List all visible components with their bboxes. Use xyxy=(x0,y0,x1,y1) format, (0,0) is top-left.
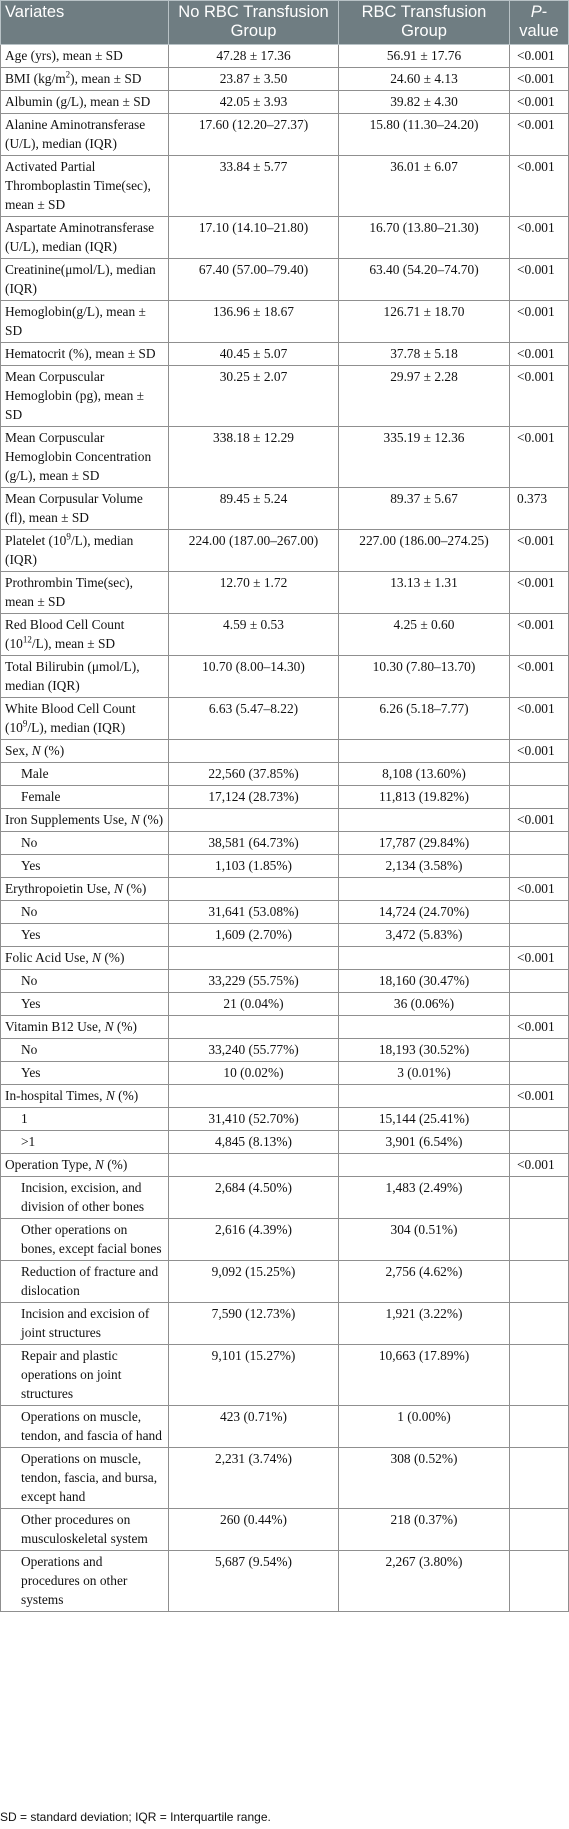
no-rbc-value-cell: 423 (0.71%) xyxy=(169,1406,339,1448)
variate-n-symbol: N xyxy=(31,743,41,758)
p-value-cell: <0.001 xyxy=(510,91,569,114)
no-rbc-value-cell: 33,229 (55.75%) xyxy=(169,970,339,993)
rbc-value-cell: 3 (0.01%) xyxy=(339,1062,510,1085)
rbc-value-cell: 16.70 (13.80–21.30) xyxy=(339,217,510,259)
variate-cell xyxy=(1,698,169,740)
p-value-cell: <0.001 xyxy=(510,809,569,832)
rbc-value-cell: 308 (0.52%) xyxy=(339,1448,510,1509)
p-value-cell: <0.001 xyxy=(510,366,569,427)
rbc-value-cell: 227.00 (186.00–274.25) xyxy=(339,530,510,572)
no-rbc-value-cell xyxy=(169,947,339,970)
rbc-value-cell: 89.37 ± 5.67 xyxy=(339,488,510,530)
rbc-value-cell: 2,267 (3.80%) xyxy=(339,1551,510,1612)
rbc-value-cell: 4.25 ± 0.60 xyxy=(339,614,510,656)
rbc-value-cell xyxy=(339,878,510,901)
rbc-value-cell: 15,144 (25.41%) xyxy=(339,1108,510,1131)
no-rbc-value-cell xyxy=(169,809,339,832)
table-row xyxy=(1,970,569,993)
p-value-cell: <0.001 xyxy=(510,878,569,901)
header-variates: Variates xyxy=(1,1,169,45)
table-row xyxy=(1,488,569,530)
variate-cell: Yes xyxy=(1,924,169,947)
table-row xyxy=(1,1085,569,1108)
variate-n-symbol: N xyxy=(104,1019,114,1034)
no-rbc-value-cell: 4,845 (8.13%) xyxy=(169,1131,339,1154)
p-value-cell xyxy=(510,1108,569,1131)
variate-unit: (%) xyxy=(139,812,164,827)
variate-cell: Activated Partial Thromboplastin Time(sec), mean ± SD xyxy=(1,156,169,217)
variate-cell: Yes xyxy=(1,993,169,1016)
rbc-value-cell: 63.40 (54.20–74.70) xyxy=(339,259,510,301)
p-value-cell xyxy=(510,832,569,855)
p-value-cell: <0.001 xyxy=(510,156,569,217)
variate-cell xyxy=(1,530,169,572)
rbc-value-cell: 56.91 ± 17.76 xyxy=(339,45,510,68)
rbc-value-cell: 15.80 (11.30–24.20) xyxy=(339,114,510,156)
p-value-cell: <0.001 xyxy=(510,572,569,614)
table-row xyxy=(1,809,569,832)
rbc-value-cell: 1 (0.00%) xyxy=(339,1406,510,1448)
no-rbc-value-cell: 12.70 ± 1.72 xyxy=(169,572,339,614)
variate-cell: Other operations on bones, except facial bones xyxy=(1,1219,169,1261)
variate-cell xyxy=(1,740,169,763)
variate-unit: (%) xyxy=(103,1157,128,1172)
no-rbc-value-cell: 338.18 ± 12.29 xyxy=(169,427,339,488)
variate-exponent: 9 xyxy=(66,531,71,542)
no-rbc-value-cell: 2,231 (3.74%) xyxy=(169,1448,339,1509)
no-rbc-value-cell: 30.25 ± 2.07 xyxy=(169,366,339,427)
p-value-cell: <0.001 xyxy=(510,614,569,656)
rbc-value-cell xyxy=(339,1016,510,1039)
variate-cell: Mean Corpuscular Hemoglobin Concentration (g/L), mean ± SD xyxy=(1,427,169,488)
no-rbc-value-cell: 10 (0.02%) xyxy=(169,1062,339,1085)
variate-n-symbol: N xyxy=(105,1088,115,1103)
p-value-cell xyxy=(510,1177,569,1219)
no-rbc-value-cell: 10.70 (8.00–14.30) xyxy=(169,656,339,698)
table-row xyxy=(1,878,569,901)
table-body xyxy=(1,45,569,1612)
rbc-value-cell xyxy=(339,947,510,970)
table-row xyxy=(1,1016,569,1039)
no-rbc-value-cell: 6.63 (5.47–8.22) xyxy=(169,698,339,740)
variate-cell xyxy=(1,1154,169,1177)
variate-n-symbol: N xyxy=(130,812,140,827)
table-row xyxy=(1,572,569,614)
variate-unit: ), mean ± SD xyxy=(70,71,142,86)
p-value-cell xyxy=(510,1345,569,1406)
p-value-cell xyxy=(510,924,569,947)
no-rbc-value-cell xyxy=(169,740,339,763)
no-rbc-value-cell: 31,410 (52.70%) xyxy=(169,1108,339,1131)
variate-cell: Alanine Aminotransferase (U/L), median (IQR) xyxy=(1,114,169,156)
rbc-value-cell: 304 (0.51%) xyxy=(339,1219,510,1261)
table-row xyxy=(1,1261,569,1303)
variate-cell: Mean Corpuscular Hemoglobin (pg), mean ± SD xyxy=(1,366,169,427)
rbc-value-cell: 11,813 (19.82%) xyxy=(339,786,510,809)
variate-cell: Incision and excision of joint structures xyxy=(1,1303,169,1345)
no-rbc-value-cell xyxy=(169,1154,339,1177)
p-value-cell: <0.001 xyxy=(510,698,569,740)
p-value-cell: <0.001 xyxy=(510,114,569,156)
p-value-cell: <0.001 xyxy=(510,1154,569,1177)
table-row xyxy=(1,114,569,156)
table-row xyxy=(1,259,569,301)
no-rbc-value-cell: 33,240 (55.77%) xyxy=(169,1039,339,1062)
table-row xyxy=(1,1219,569,1261)
rbc-value-cell: 36 (0.06%) xyxy=(339,993,510,1016)
table-row xyxy=(1,924,569,947)
table-row xyxy=(1,1062,569,1085)
variate-label: BMI (kg/m xyxy=(5,71,66,86)
p-value-cell xyxy=(510,1039,569,1062)
variate-cell: Female xyxy=(1,786,169,809)
p-value-cell xyxy=(510,786,569,809)
no-rbc-value-cell: 17.60 (12.20–27.37) xyxy=(169,114,339,156)
variate-label: Operation Type, xyxy=(5,1157,95,1172)
variate-cell: Operations on muscle, tendon, and fascia of hand xyxy=(1,1406,169,1448)
no-rbc-value-cell xyxy=(169,1016,339,1039)
no-rbc-value-cell xyxy=(169,878,339,901)
variate-exponent: 9 xyxy=(22,718,28,729)
p-value-cell: <0.001 xyxy=(510,740,569,763)
table-row xyxy=(1,1448,569,1509)
variate-cell: Albumin (g/L), mean ± SD xyxy=(1,91,169,114)
table-row xyxy=(1,1303,569,1345)
variate-cell: No xyxy=(1,832,169,855)
no-rbc-value-cell: 5,687 (9.54%) xyxy=(169,1551,339,1612)
p-value-cell xyxy=(510,1062,569,1085)
table-row xyxy=(1,217,569,259)
p-value-cell xyxy=(510,763,569,786)
table-row xyxy=(1,1406,569,1448)
variate-cell: Repair and plastic operations on joint structures xyxy=(1,1345,169,1406)
variate-cell: Aspartate Aminotransferase (U/L), median (IQR) xyxy=(1,217,169,259)
table-row xyxy=(1,1039,569,1062)
table-row xyxy=(1,656,569,698)
table-row xyxy=(1,1509,569,1551)
variate-cell: Reduction of fracture and dislocation xyxy=(1,1261,169,1303)
p-value-cell: <0.001 xyxy=(510,68,569,91)
variate-exponent: 12 xyxy=(22,634,32,645)
variate-n-symbol: N xyxy=(94,1157,104,1172)
variate-unit: /L), mean ± SD xyxy=(31,636,116,651)
variate-unit: (%) xyxy=(122,881,147,896)
rbc-value-cell xyxy=(339,809,510,832)
variate-cell: Creatinine(μmol/L), median (IQR) xyxy=(1,259,169,301)
p-value-cell: 0.373 xyxy=(510,488,569,530)
rbc-value-cell: 18,160 (30.47%) xyxy=(339,970,510,993)
variate-cell xyxy=(1,1085,169,1108)
no-rbc-value-cell: 136.96 ± 18.67 xyxy=(169,301,339,343)
rbc-value-cell: 1,921 (3.22%) xyxy=(339,1303,510,1345)
header-rbc-group: RBC Transfusion Group xyxy=(339,1,510,45)
variate-label: White Blood Cell Count (10 xyxy=(5,701,136,735)
variate-cell xyxy=(1,614,169,656)
no-rbc-value-cell: 260 (0.44%) xyxy=(169,1509,339,1551)
no-rbc-value-cell: 40.45 ± 5.07 xyxy=(169,343,339,366)
p-value-cell xyxy=(510,855,569,878)
no-rbc-value-cell: 89.45 ± 5.24 xyxy=(169,488,339,530)
rbc-value-cell: 29.97 ± 2.28 xyxy=(339,366,510,427)
variate-cell: No xyxy=(1,901,169,924)
p-value-cell: <0.001 xyxy=(510,1016,569,1039)
variate-unit: (%) xyxy=(40,743,65,758)
no-rbc-value-cell: 17.10 (14.10–21.80) xyxy=(169,217,339,259)
table-row xyxy=(1,366,569,427)
p-value-cell xyxy=(510,1131,569,1154)
no-rbc-value-cell: 4.59 ± 0.53 xyxy=(169,614,339,656)
table-row xyxy=(1,530,569,572)
p-value-cell: <0.001 xyxy=(510,1085,569,1108)
table-row xyxy=(1,832,569,855)
header-row xyxy=(1,1,569,45)
variate-n-symbol: N xyxy=(92,950,101,965)
variate-cell xyxy=(1,1016,169,1039)
rbc-value-cell: 36.01 ± 6.07 xyxy=(339,156,510,217)
variate-cell xyxy=(1,947,169,970)
variate-cell: Incision, excision, and division of other bones xyxy=(1,1177,169,1219)
variate-unit: (%) xyxy=(113,1019,137,1034)
no-rbc-value-cell: 23.87 ± 3.50 xyxy=(169,68,339,91)
no-rbc-value-cell: 1,609 (2.70%) xyxy=(169,924,339,947)
header-no-rbc-group: No RBC Transfusion Group xyxy=(169,1,339,45)
no-rbc-value-cell: 22,560 (37.85%) xyxy=(169,763,339,786)
variate-label: Platelet (10 xyxy=(5,533,67,548)
header-p-value xyxy=(510,1,569,45)
rbc-value-cell: 24.60 ± 4.13 xyxy=(339,68,510,91)
rbc-value-cell: 14,724 (24.70%) xyxy=(339,901,510,924)
no-rbc-value-cell: 2,684 (4.50%) xyxy=(169,1177,339,1219)
variate-label: In-hospital Times, xyxy=(5,1088,106,1103)
variate-cell: Mean Corpusular Volume (fl), mean ± SD xyxy=(1,488,169,530)
p-value-cell: <0.001 xyxy=(510,217,569,259)
variate-cell xyxy=(1,68,169,91)
table-row xyxy=(1,343,569,366)
variate-cell: Age (yrs), mean ± SD xyxy=(1,45,169,68)
table-row xyxy=(1,698,569,740)
header-p-letter: P xyxy=(530,3,542,21)
rbc-value-cell: 126.71 ± 18.70 xyxy=(339,301,510,343)
variate-cell: Yes xyxy=(1,1062,169,1085)
variate-cell: Operations on muscle, tendon, fascia, and bursa, except hand xyxy=(1,1448,169,1509)
variate-cell: Other procedures on musculoskeletal system xyxy=(1,1509,169,1551)
no-rbc-value-cell: 31,641 (53.08%) xyxy=(169,901,339,924)
rbc-value-cell: 335.19 ± 12.36 xyxy=(339,427,510,488)
p-value-cell xyxy=(510,1509,569,1551)
no-rbc-value-cell: 67.40 (57.00–79.40) xyxy=(169,259,339,301)
variate-cell: Hemoglobin(g/L), mean ± SD xyxy=(1,301,169,343)
table-row xyxy=(1,1177,569,1219)
rbc-value-cell xyxy=(339,1085,510,1108)
rbc-value-cell: 2,756 (4.62%) xyxy=(339,1261,510,1303)
variate-cell: No xyxy=(1,1039,169,1062)
rbc-value-cell: 17,787 (29.84%) xyxy=(339,832,510,855)
p-value-cell: <0.001 xyxy=(510,301,569,343)
variate-n-symbol: N xyxy=(113,881,123,896)
p-value-cell xyxy=(510,901,569,924)
p-value-cell xyxy=(510,1303,569,1345)
variate-label: Folic Acid Use, xyxy=(5,950,93,965)
p-value-cell: <0.001 xyxy=(510,343,569,366)
variate-unit: /L), median (IQR) xyxy=(27,720,126,735)
variate-cell xyxy=(1,878,169,901)
no-rbc-value-cell: 42.05 ± 3.93 xyxy=(169,91,339,114)
table-footnote: SD = standard deviation; IQR = Interquartile range. xyxy=(0,1810,271,1824)
variate-label: Vitamin B12 Use, xyxy=(5,1019,105,1034)
table-header xyxy=(1,1,569,45)
table-row xyxy=(1,1345,569,1406)
table-row xyxy=(1,993,569,1016)
rbc-value-cell: 10.30 (7.80–13.70) xyxy=(339,656,510,698)
table-row xyxy=(1,1108,569,1131)
table-row xyxy=(1,947,569,970)
variate-unit: (%) xyxy=(114,1088,139,1103)
no-rbc-value-cell: 17,124 (28.73%) xyxy=(169,786,339,809)
table-row xyxy=(1,740,569,763)
variate-cell: 1 xyxy=(1,1108,169,1131)
rbc-value-cell: 3,472 (5.83%) xyxy=(339,924,510,947)
p-value-cell: <0.001 xyxy=(510,259,569,301)
rbc-value-cell: 6.26 (5.18–7.77) xyxy=(339,698,510,740)
rbc-value-cell: 218 (0.37%) xyxy=(339,1509,510,1551)
no-rbc-value-cell: 1,103 (1.85%) xyxy=(169,855,339,878)
rbc-value-cell: 1,483 (2.49%) xyxy=(339,1177,510,1219)
variate-cell: Yes xyxy=(1,855,169,878)
rbc-value-cell: 2,134 (3.58%) xyxy=(339,855,510,878)
variate-cell: >1 xyxy=(1,1131,169,1154)
table-row xyxy=(1,91,569,114)
header-p-suffix: -value xyxy=(519,3,559,40)
p-value-cell: <0.001 xyxy=(510,947,569,970)
no-rbc-value-cell: 9,101 (15.27%) xyxy=(169,1345,339,1406)
variate-label: Red Blood Cell Count (10 xyxy=(5,617,125,651)
no-rbc-value-cell: 38,581 (64.73%) xyxy=(169,832,339,855)
p-value-cell xyxy=(510,1448,569,1509)
rbc-value-cell: 13.13 ± 1.31 xyxy=(339,572,510,614)
table-row xyxy=(1,427,569,488)
variate-cell xyxy=(1,809,169,832)
table-row xyxy=(1,156,569,217)
rbc-value-cell: 8,108 (13.60%) xyxy=(339,763,510,786)
variate-cell: Prothrombin Time(sec), mean ± SD xyxy=(1,572,169,614)
p-value-cell: <0.001 xyxy=(510,530,569,572)
table-row xyxy=(1,901,569,924)
no-rbc-value-cell: 7,590 (12.73%) xyxy=(169,1303,339,1345)
variate-label: Iron Supplements Use, xyxy=(5,812,131,827)
no-rbc-value-cell: 224.00 (187.00–267.00) xyxy=(169,530,339,572)
rbc-value-cell: 10,663 (17.89%) xyxy=(339,1345,510,1406)
p-value-cell xyxy=(510,993,569,1016)
table-row xyxy=(1,855,569,878)
variate-unit: /L), median (IQR) xyxy=(5,533,134,567)
p-value-cell xyxy=(510,1261,569,1303)
table-row xyxy=(1,68,569,91)
no-rbc-value-cell: 21 (0.04%) xyxy=(169,993,339,1016)
table-row xyxy=(1,301,569,343)
variate-cell: Total Bilirubin (μmol/L), median (IQR) xyxy=(1,656,169,698)
variate-exponent: 2 xyxy=(65,69,71,80)
table-row xyxy=(1,786,569,809)
rbc-value-cell xyxy=(339,1154,510,1177)
no-rbc-value-cell: 47.28 ± 17.36 xyxy=(169,45,339,68)
rbc-value-cell: 37.78 ± 5.18 xyxy=(339,343,510,366)
table-row xyxy=(1,1154,569,1177)
variate-label: Sex, xyxy=(5,743,32,758)
no-rbc-value-cell xyxy=(169,1085,339,1108)
table-row xyxy=(1,614,569,656)
p-value-cell xyxy=(510,1219,569,1261)
p-value-cell: <0.001 xyxy=(510,427,569,488)
variate-unit: (%) xyxy=(100,950,125,965)
table-row xyxy=(1,1551,569,1612)
variate-label: Erythropoietin Use, xyxy=(5,881,114,896)
variate-cell: Hematocrit (%), mean ± SD xyxy=(1,343,169,366)
p-value-cell: <0.001 xyxy=(510,45,569,68)
variate-cell: No xyxy=(1,970,169,993)
table-row xyxy=(1,763,569,786)
rbc-value-cell: 3,901 (6.54%) xyxy=(339,1131,510,1154)
no-rbc-value-cell: 9,092 (15.25%) xyxy=(169,1261,339,1303)
no-rbc-value-cell: 33.84 ± 5.77 xyxy=(169,156,339,217)
no-rbc-value-cell: 2,616 (4.39%) xyxy=(169,1219,339,1261)
rbc-value-cell xyxy=(339,740,510,763)
variate-cell: Male xyxy=(1,763,169,786)
p-value-cell xyxy=(510,970,569,993)
p-value-cell xyxy=(510,1551,569,1612)
p-value-cell: <0.001 xyxy=(510,656,569,698)
table-row xyxy=(1,45,569,68)
rbc-value-cell: 39.82 ± 4.30 xyxy=(339,91,510,114)
rbc-value-cell: 18,193 (30.52%) xyxy=(339,1039,510,1062)
variate-cell: Operations and procedures on other systems xyxy=(1,1551,169,1612)
p-value-cell xyxy=(510,1406,569,1448)
table-row xyxy=(1,1131,569,1154)
